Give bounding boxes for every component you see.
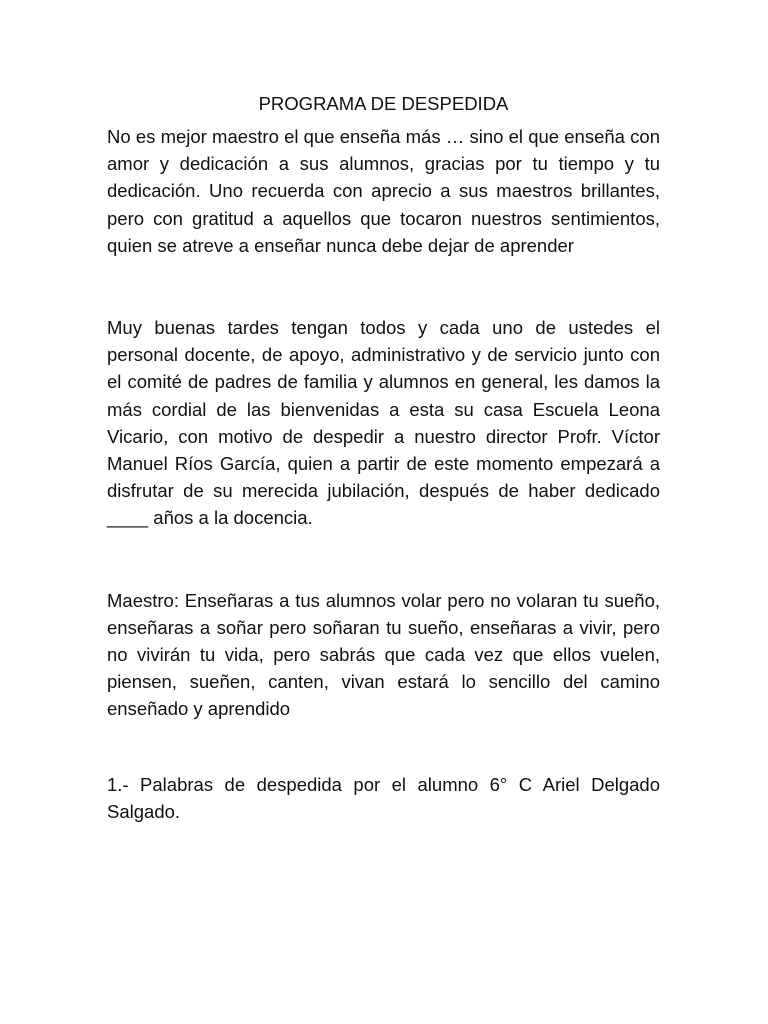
document-title: PROGRAMA DE DESPEDIDA — [258, 93, 509, 114]
paragraph-teacher-dedication: Maestro: Enseñaras a tus alumnos volar pero no volaran tu sueño, enseñaras a soñar pero soñaran tu sueño, enseñaras a vivir, pero no vivirán tu vida, pero sabrás que cada vez que ellos vuelen, piensen, sueñen, canten, vivan estará lo sencillo del camino enseñado y aprendido — [107, 589, 660, 720]
program-item-1: 1.- Palabras de despedida por el alumno 6° C Ariel Delgado Salgado. — [107, 773, 660, 822]
paragraph-intro-quote: No es mejor maestro el que enseña más … sino el que enseña con amor y dedicación a sus alumnos, gracias por tu tiempo y tu dedicación. Uno recuerda con aprecio a sus maestros brillantes, pero con gratitud a aquellos que tocaron nuestros sentimientos, quien se atreve a enseñar nunca debe dejar de aprender — [107, 126, 660, 256]
document-page — [107, 92, 660, 825]
paragraph-welcome: Muy buenas tardes tengan todos y cada uno de ustedes el personal docente, de apoyo, administrativo y de servicio junto con el comité de padres de familia y alumnos en general, les damos la más cordial de las bienvenidas a esta su casa Escuela Leona Vicario, con motivo de despedir a nuestro director Profr. Víctor Manuel Ríos García, quien a partir de este momento empezará a disfrutar de su merecida jubilación, después de haber dedicado ____ años a la docencia. — [107, 317, 660, 529]
